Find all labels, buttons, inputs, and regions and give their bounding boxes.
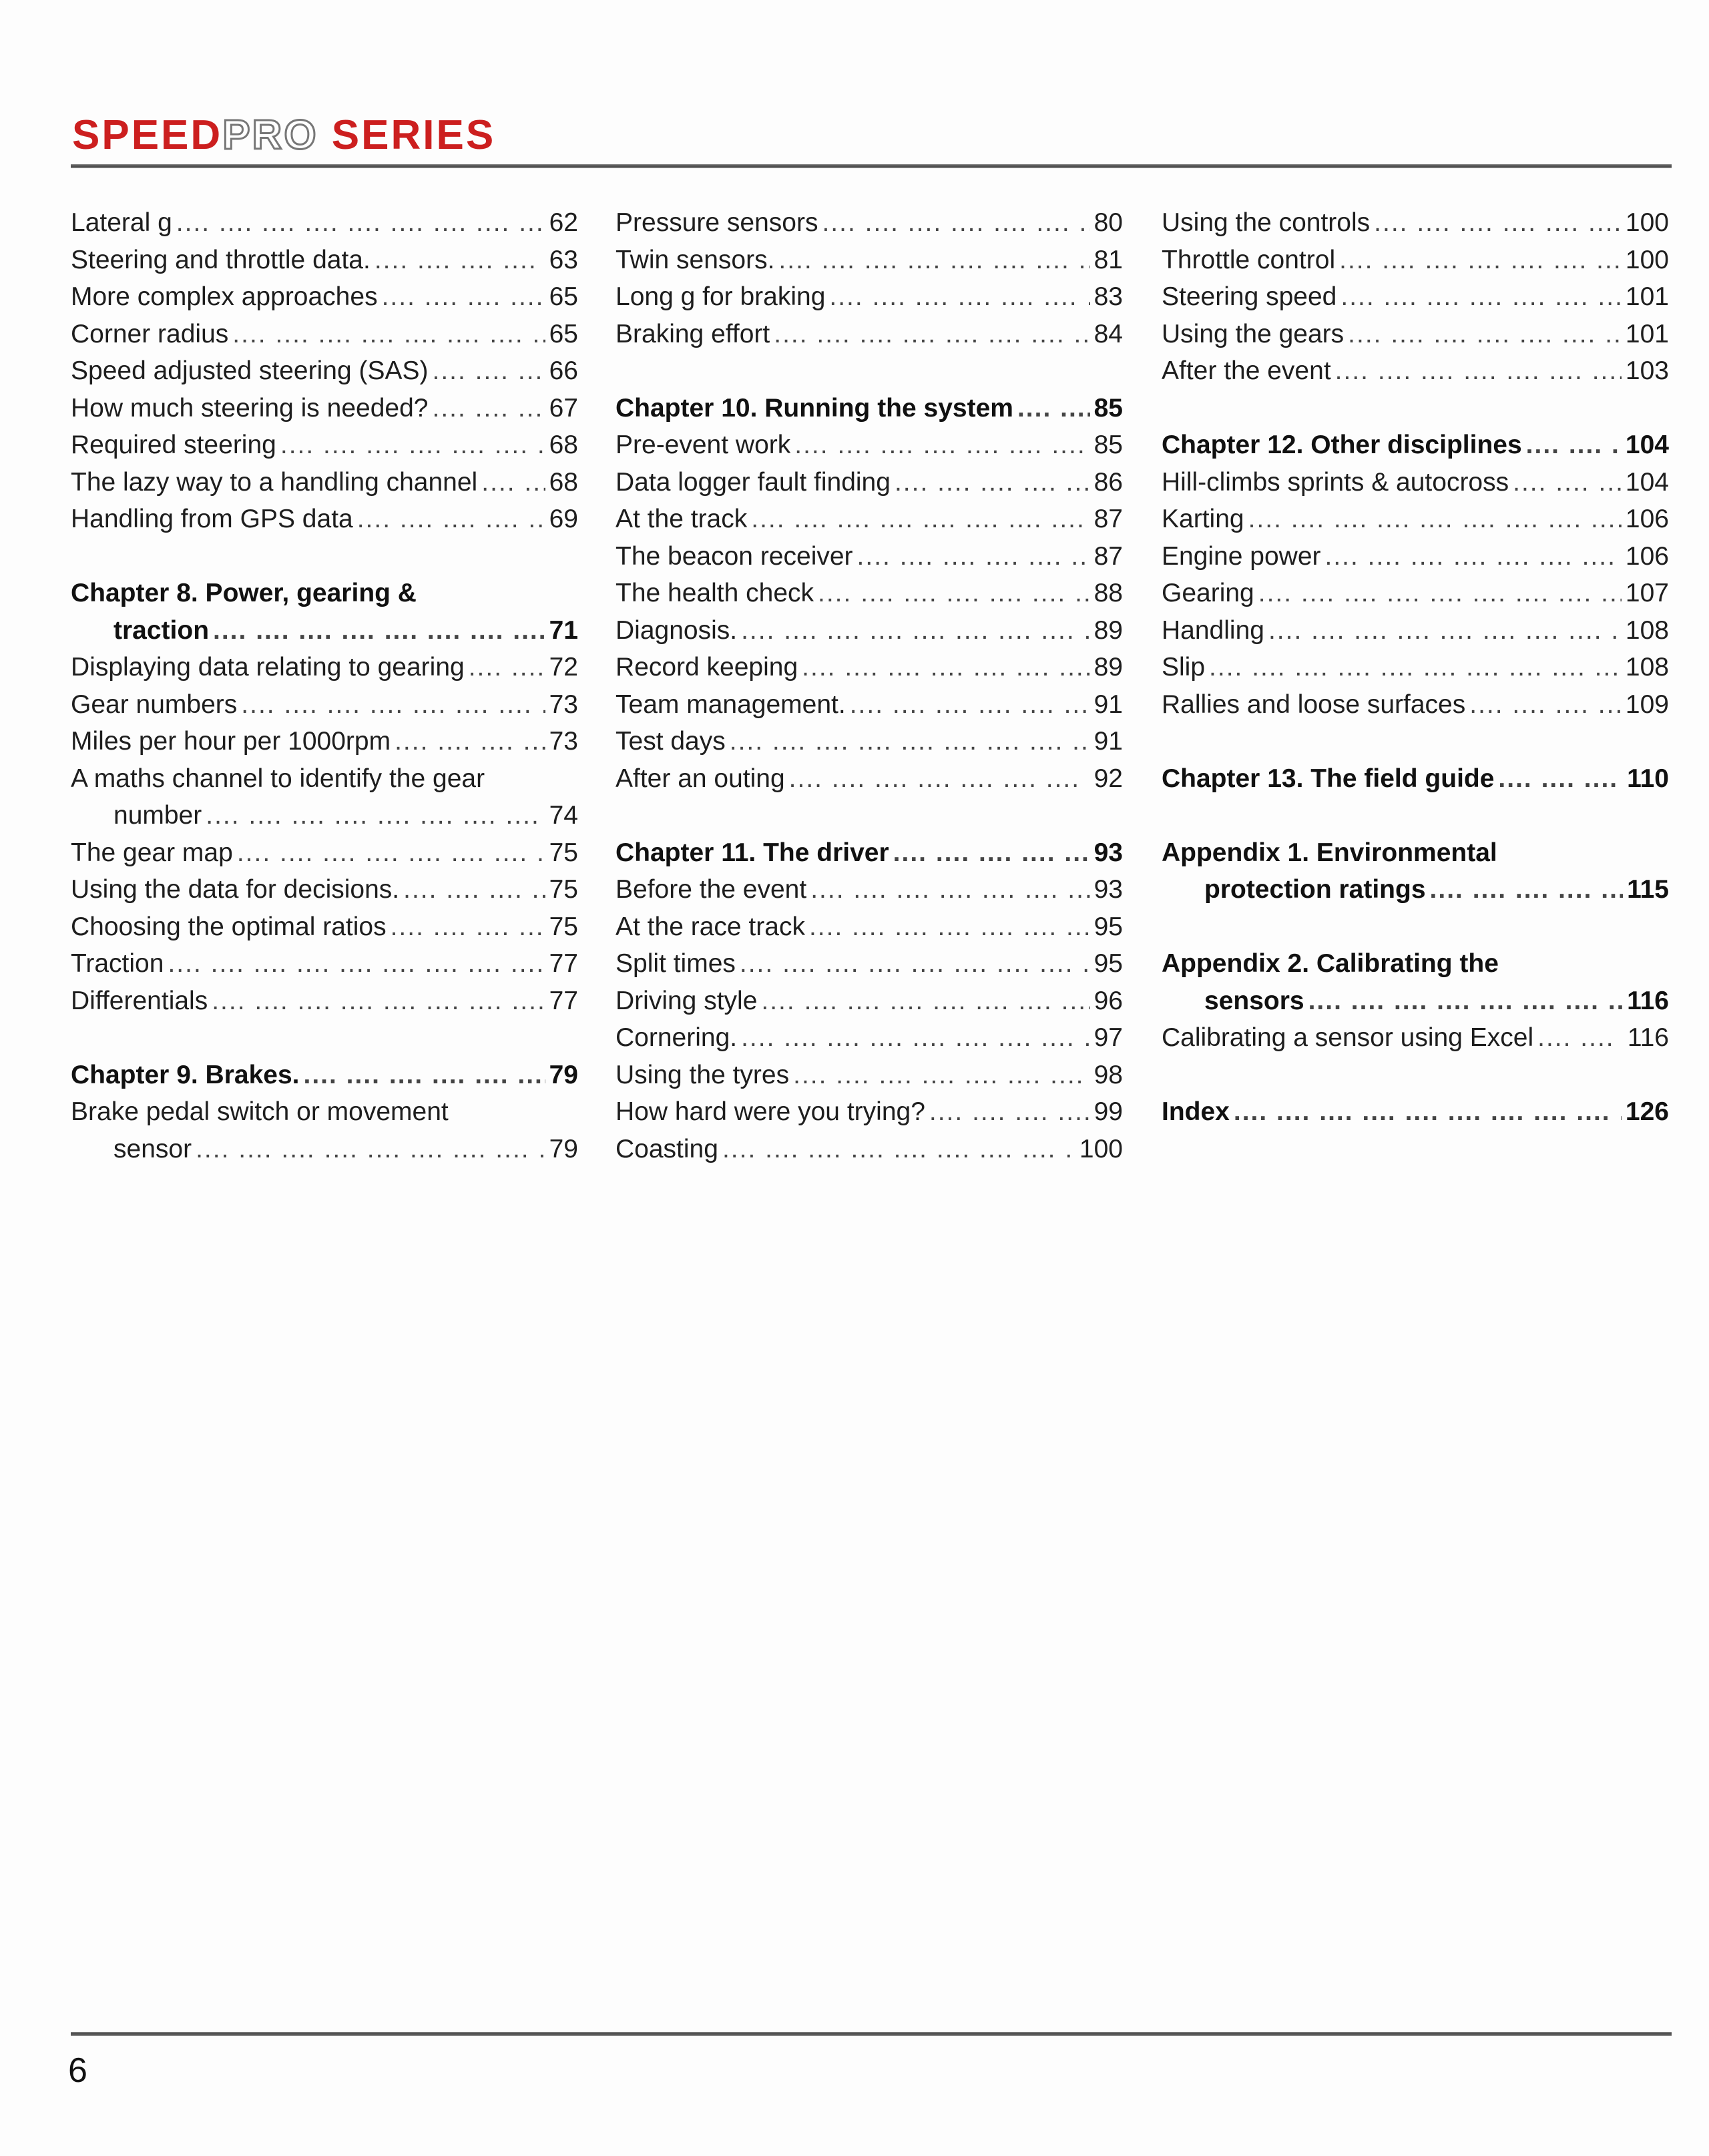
toc-entry-page: 74 [549,801,578,830]
toc-entry[interactable] [71,390,578,427]
toc-entry-page: 116 [1627,1023,1669,1052]
toc-entry[interactable] [616,464,1123,501]
toc-entry-label: Rallies and loose surfaces [1162,690,1466,719]
dot-leader [232,316,545,353]
toc-entry-label: sensors [1204,986,1304,1015]
toc-entry-page: 87 [1093,541,1123,571]
toc-entry-label: Using the controls [1162,208,1371,237]
toc-entry[interactable] [71,983,578,1020]
toc-entry[interactable] [616,501,1123,538]
dot-leader [432,390,545,427]
toc-entry-label: Handling from GPS data [71,505,353,533]
toc-entry[interactable] [71,464,578,501]
toc-entry-page: 87 [1093,505,1123,533]
toc-entry[interactable] [71,686,578,724]
toc-entry-label: protection ratings [1204,875,1426,904]
toc-entry[interactable] [1162,204,1669,242]
toc-entry-label: The lazy way to a handling channel [71,467,478,497]
toc-entry-label: Chapter 10. Running the system [616,393,1013,423]
toc-entry-label: Engine power [1162,541,1321,571]
dot-leader [1469,686,1622,724]
toc-entry-page: 89 [1093,653,1123,682]
toc-entry-page: 91 [1093,727,1123,756]
dot-leader [1308,983,1623,1020]
toc-entry[interactable] [616,242,1123,279]
toc-entry-page: 100 [1079,1134,1123,1163]
toc-entry-page: 104 [1625,431,1669,459]
toc-entry-label: Miles per hour per 1000rpm [71,727,391,756]
toc-entry-label: Using the data for decisions. [71,875,400,904]
toc-entry-label: Chapter 12. Other disciplines [1162,431,1522,459]
toc-entry[interactable] [616,945,1123,983]
dot-leader [850,686,1090,724]
toc-entry-label: Data logger fault finding [616,467,891,497]
dot-leader [382,278,545,316]
dot-leader [774,316,1089,353]
dot-leader [1234,1093,1622,1131]
toc-entry-page: 95 [1093,949,1123,978]
dot-leader [481,464,545,501]
dot-leader [1498,760,1623,798]
spacer [616,797,1123,834]
entry-heading: A maths channel to identify the gear [71,764,485,793]
toc-entry-page: 67 [549,393,578,423]
dot-leader [802,649,1089,686]
dot-leader [1325,538,1622,575]
toc-entry-page: 99 [1093,1097,1123,1126]
toc-entry-page: 69 [549,505,578,533]
toc-entry-page: 89 [1093,615,1123,645]
toc-entry-label: At the race track [616,912,805,941]
toc-entry-page: 103 [1625,356,1669,385]
toc-entry[interactable] [1162,501,1669,538]
dot-leader [1340,278,1622,316]
header-rule [71,164,1672,168]
toc-entry-page: 71 [549,615,578,645]
toc-entry-label: number [113,801,202,830]
toc-entry-page: 66 [549,356,578,385]
toc-entry-page: 79 [549,1060,578,1089]
toc-entry-page: 65 [549,282,578,311]
toc-entry-label: Slip [1162,653,1206,682]
dot-leader [895,464,1090,501]
toc-entry[interactable] [616,908,1123,946]
toc-entry[interactable] [71,723,578,760]
dot-leader [722,1131,1075,1168]
dot-leader [1430,871,1624,908]
toc-entry-label: Displaying data relating to gearing [71,653,465,682]
toc-entry[interactable] [616,278,1123,316]
toc-entry-label: Twin sensors. [616,245,775,274]
toc-chapter-entry[interactable] [1162,1093,1669,1131]
toc-entry-page: 101 [1625,319,1669,348]
dot-leader [1258,575,1622,612]
dot-leader [810,871,1089,908]
toc-entry-label: Braking effort [616,319,770,348]
toc-entry-label: sensor [113,1134,192,1163]
toc-entry-page: 77 [549,949,578,978]
toc-entry-label: The health check [616,579,814,607]
dot-leader [730,723,1090,760]
spacer [71,538,578,575]
toc-entry-page: 93 [1093,838,1123,867]
toc-entry[interactable] [1162,649,1669,686]
toc-entry-label: After the event [1162,356,1331,385]
toc-entry-page: 110 [1627,764,1669,793]
dot-leader [1339,242,1622,279]
toc-entry-page: 107 [1625,579,1669,607]
toc-entry[interactable] [616,649,1123,686]
toc-entry-label: The beacon receiver [616,541,853,571]
dot-leader [794,427,1089,464]
dot-leader [237,834,545,872]
series-title-pro: PRO [222,112,318,158]
toc-entry-label: Steering and throttle data. [71,245,371,274]
toc-chapter-entry[interactable] [1162,983,1669,1020]
toc-entry-label: Coasting [616,1134,718,1163]
toc-entry-page: 98 [1093,1060,1123,1089]
dot-leader [206,797,545,834]
toc-entry-page: 91 [1093,690,1123,719]
dot-leader [829,278,1089,316]
toc-entry-label: Split times [616,949,736,978]
toc-entry-page: 73 [549,690,578,719]
toc-entry[interactable] [71,427,578,464]
toc-entry-label: Pressure sensors [616,208,818,237]
toc-entry-page: 95 [1093,912,1123,941]
toc-entry-label: More complex approaches [71,282,378,311]
toc-entry-page: 85 [1093,393,1123,423]
dot-leader [741,1019,1090,1057]
toc-entry-label: Calibrating a sensor using Excel [1162,1023,1534,1052]
toc-entry-page: 75 [549,912,578,941]
dot-leader [1513,464,1622,501]
toc-entry-page: 72 [549,653,578,682]
dot-leader [212,983,545,1020]
dot-leader [1335,352,1622,390]
toc-entry[interactable] [616,316,1123,353]
toc-entry[interactable] [1162,316,1669,353]
toc-chapter-entry[interactable] [1162,427,1669,464]
toc-entry-page: 96 [1093,986,1123,1015]
toc-entry-label: Lateral g [71,208,172,237]
series-title [72,112,495,159]
toc-entry[interactable] [616,983,1123,1020]
toc-entry[interactable] [616,538,1123,575]
dot-leader [751,501,1089,538]
dot-leader [822,204,1089,242]
toc-entry[interactable] [71,1131,578,1168]
contents-column-3 [1162,204,1669,1131]
toc-entry-page: 115 [1627,875,1669,904]
toc-chapter-entry[interactable] [1162,871,1669,908]
toc-chapter-entry[interactable] [71,612,578,649]
toc-entry[interactable] [616,760,1123,798]
dot-leader [740,945,1090,983]
spacer [1162,908,1669,946]
dot-leader [818,575,1090,612]
dot-leader [403,871,545,908]
dot-leader [893,834,1090,872]
toc-entry-page: 106 [1625,541,1669,571]
dot-leader [168,945,545,983]
toc-entry-label: Using the gears [1162,319,1345,348]
spacer [1162,1057,1669,1094]
toc-entry-label: Throttle control [1162,245,1336,274]
dot-leader [391,908,545,946]
toc-entry-page: 75 [549,838,578,867]
toc-chapter-entry[interactable] [616,390,1123,427]
toc-entry[interactable] [1162,686,1669,724]
toc-entry[interactable] [71,945,578,983]
dot-leader [741,612,1090,649]
toc-entry-label: Chapter 13. The field guide [1162,764,1495,793]
spacer [616,352,1123,390]
toc-chapter-entry[interactable] [616,834,1123,872]
toc-entry-label: Hill-climbs sprints & autocross [1162,467,1509,497]
toc-entry-page: 86 [1093,467,1123,497]
toc-entry-page: 83 [1093,282,1123,311]
toc-entry[interactable] [616,871,1123,908]
dot-leader [857,538,1090,575]
toc-entry-page: 63 [549,245,578,274]
toc-entry[interactable] [1162,352,1669,390]
toc-entry-page: 65 [549,319,578,348]
toc-entry[interactable] [1162,612,1669,649]
toc-entry-label: Handling [1162,615,1264,645]
toc-entry-label: Driving style [616,986,758,1015]
dot-leader [793,1057,1090,1094]
dot-leader [1374,204,1622,242]
toc-entry-label: Test days [616,727,726,756]
toc-entry[interactable] [71,908,578,946]
toc-entry-label: Corner radius [71,319,229,348]
toc-entry[interactable] [616,723,1123,760]
toc-entry-page: 97 [1093,1023,1123,1052]
toc-entry[interactable] [616,1019,1123,1057]
toc-entry-page: 80 [1093,208,1123,237]
footer-rule [71,2032,1672,2036]
chapter-heading: Appendix 2. Calibrating the [1162,949,1499,978]
dot-leader [1348,316,1622,353]
dot-leader [1248,501,1622,538]
toc-chapter-entry[interactable] [1162,760,1669,798]
dot-leader [789,760,1090,798]
toc-entry[interactable] [1162,538,1669,575]
toc-entry-page: 92 [1093,764,1123,793]
spacer [1162,797,1669,834]
toc-entry-page: 62 [549,208,578,237]
toc-entry[interactable] [616,1057,1123,1094]
toc-entry-label: Before the event [616,875,807,904]
toc-entry[interactable] [71,278,578,316]
toc-entry-page: 68 [549,431,578,459]
toc-entry[interactable] [71,204,578,242]
dot-leader [304,1057,545,1094]
toc-entry-label: Diagnosis. [616,615,738,645]
toc-entry-page: 84 [1093,319,1123,348]
dot-leader [1268,612,1622,649]
toc-entry-page: 85 [1093,431,1123,459]
toc-entry[interactable] [616,1093,1123,1131]
toc-entry-label: Required steering [71,431,276,459]
page-number: 6 [68,2051,87,2090]
toc-entry-label: Index [1162,1097,1230,1126]
toc-entry-label: Long g for braking [616,282,826,311]
toc-entry[interactable] [616,204,1123,242]
toc-entry[interactable] [71,834,578,872]
toc-entry-page: 108 [1625,653,1669,682]
toc-entry-page: 79 [549,1134,578,1163]
chapter-heading: Chapter 8. Power, gearing & [71,579,417,607]
chapter-heading: Appendix 1. Environmental [1162,838,1497,867]
toc-entry-label: The gear map [71,838,233,867]
dot-leader [357,501,545,538]
toc-entry-label: Differentials [71,986,208,1015]
spacer [1162,723,1669,760]
toc-entry-page: 126 [1625,1097,1669,1126]
dot-leader [375,242,545,279]
toc-entry[interactable] [616,575,1123,612]
toc-entry-page: 77 [549,986,578,1015]
dot-leader [469,649,545,686]
toc-entry-label: Gearing [1162,579,1254,607]
dot-leader [395,723,545,760]
toc-entry-page: 109 [1625,690,1669,719]
toc-entry[interactable] [616,427,1123,464]
dot-leader [1537,1019,1624,1057]
toc-entry-page: 73 [549,727,578,756]
toc-entry-label: Choosing the optimal ratios [71,912,387,941]
toc-entry[interactable] [71,501,578,538]
toc-entry[interactable] [71,352,578,390]
dot-leader [929,1093,1090,1131]
toc-entry[interactable] [1162,278,1669,316]
toc-entry-page: 101 [1625,282,1669,311]
toc-entry[interactable] [1162,575,1669,612]
toc-entry-label: traction [113,615,210,645]
dot-leader [1209,649,1622,686]
dot-leader [433,352,545,390]
toc-entry-label: How hard were you trying? [616,1097,925,1126]
spacer [71,1019,578,1057]
toc-entry-label: Record keeping [616,653,798,682]
contents-column-1 [71,204,578,1167]
toc-entry-page: 116 [1627,986,1669,1015]
toc-entry-label: Karting [1162,505,1244,533]
toc-entry[interactable] [616,686,1123,724]
toc-entry-label: Chapter 9. Brakes. [71,1060,300,1089]
toc-entry[interactable] [1162,1019,1669,1057]
toc-entry-label: Gear numbers [71,690,238,719]
dot-leader [1526,427,1622,464]
toc-entry[interactable] [71,871,578,908]
toc-chapter-entry[interactable] [71,1057,578,1094]
toc-entry-label: How much steering is needed? [71,393,429,423]
toc-entry-page: 68 [549,467,578,497]
toc-entry-page: 81 [1093,245,1123,274]
dot-leader [241,686,545,724]
toc-entry-page: 88 [1093,579,1123,607]
spacer [1162,390,1669,427]
toc-entry-page: 100 [1625,208,1669,237]
dot-leader [280,427,545,464]
toc-entry[interactable] [71,316,578,353]
toc-entry-label: At the track [616,505,748,533]
toc-entry[interactable] [1162,242,1669,279]
toc-entry-page: 93 [1093,875,1123,904]
toc-entry[interactable] [71,649,578,686]
toc-entry-label: After an outing [616,764,785,793]
toc-entry-label: Chapter 11. The driver [616,838,889,867]
series-title-speed: SPEED [72,112,223,158]
toc-entry-page: 106 [1625,505,1669,533]
toc-entry-label: Pre-event work [616,431,791,459]
toc-entry-label: Cornering. [616,1023,738,1052]
toc-entry[interactable] [71,797,578,834]
toc-entry-page: 108 [1625,615,1669,645]
contents-column-2 [616,204,1123,1167]
toc-entry-page: 100 [1625,245,1669,274]
toc-entry-page: 104 [1625,467,1669,497]
entry-heading: Brake pedal switch or movement [71,1097,449,1126]
dot-leader [761,983,1089,1020]
dot-leader [778,242,1089,279]
dot-leader [809,908,1090,946]
toc-entry-label: Speed adjusted steering (SAS) [71,356,429,385]
toc-entry-label: Traction [71,949,164,978]
toc-entry[interactable] [1162,464,1669,501]
toc-entry-label: Using the tyres [616,1060,790,1089]
toc-entry-label: Team management. [616,690,846,719]
dot-leader [176,204,545,242]
toc-entry-page: 75 [549,875,578,904]
toc-entry[interactable] [616,1131,1123,1168]
toc-entry[interactable] [616,612,1123,649]
dot-leader [196,1131,545,1168]
dot-leader [213,612,545,649]
series-title-series: SERIES [318,112,496,158]
toc-entry-label: Steering speed [1162,282,1337,311]
dot-leader [1017,390,1090,427]
toc-entry[interactable] [71,242,578,279]
